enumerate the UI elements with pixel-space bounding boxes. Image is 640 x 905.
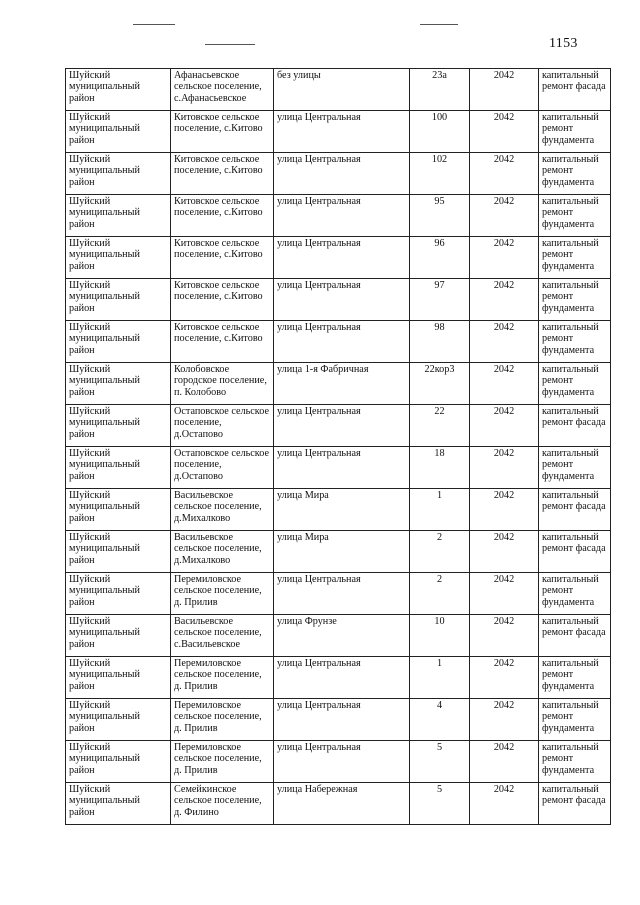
- street-cell: улица Центральная: [274, 699, 410, 741]
- street-cell: улица Фрунзе: [274, 615, 410, 657]
- work-type-cell: капитальный ремонт фасада: [539, 783, 611, 825]
- street-cell: улица Центральная: [274, 111, 410, 153]
- table-row: [66, 699, 611, 741]
- work-type-cell: капитальный ремонт фасада: [539, 405, 611, 447]
- year-cell: 2042: [470, 699, 539, 741]
- settlement-cell: Васильевское сельское поселение, д.Михалково: [171, 531, 274, 573]
- work-type-cell: капитальный ремонт фундамента: [539, 573, 611, 615]
- table-row: [66, 615, 611, 657]
- street-cell: улица Центральная: [274, 405, 410, 447]
- work-type-cell: капитальный ремонт фасада: [539, 489, 611, 531]
- district-cell: Шуйский муниципальный район: [66, 657, 171, 699]
- house-number-cell: 100: [410, 111, 470, 153]
- house-number-cell: 23а: [410, 69, 470, 111]
- work-type-cell: капитальный ремонт фундамента: [539, 237, 611, 279]
- year-cell: 2042: [470, 153, 539, 195]
- district-cell: Шуйский муниципальный район: [66, 615, 171, 657]
- street-cell: улица Центральная: [274, 657, 410, 699]
- street-cell: улица Центральная: [274, 573, 410, 615]
- year-cell: 2042: [470, 111, 539, 153]
- table-body: [66, 69, 611, 825]
- table-row: [66, 153, 611, 195]
- table-row: [66, 489, 611, 531]
- settlement-cell: Перемиловское сельское поселение, д. Прилив: [171, 657, 274, 699]
- district-cell: Шуйский муниципальный район: [66, 447, 171, 489]
- year-cell: 2042: [470, 783, 539, 825]
- house-number-cell: 97: [410, 279, 470, 321]
- settlement-cell: Афанасьевское сельское поселение, с.Афанасьевское: [171, 69, 274, 111]
- work-type-cell: капитальный ремонт фасада: [539, 615, 611, 657]
- table-row: [66, 69, 611, 111]
- street-cell: улица Центральная: [274, 447, 410, 489]
- house-number-cell: 18: [410, 447, 470, 489]
- settlement-cell: Остаповское сельское поселение, д.Остапово: [171, 447, 274, 489]
- house-number-cell: 5: [410, 783, 470, 825]
- district-cell: Шуйский муниципальный район: [66, 783, 171, 825]
- year-cell: 2042: [470, 405, 539, 447]
- work-type-cell: капитальный ремонт фундамента: [539, 447, 611, 489]
- work-type-cell: капитальный ремонт фасада: [539, 531, 611, 573]
- house-number-cell: 96: [410, 237, 470, 279]
- street-cell: улица Центральная: [274, 741, 410, 783]
- work-type-cell: капитальный ремонт фасада: [539, 69, 611, 111]
- work-type-cell: капитальный ремонт фундамента: [539, 657, 611, 699]
- house-number-cell: 4: [410, 699, 470, 741]
- year-cell: 2042: [470, 279, 539, 321]
- year-cell: 2042: [470, 237, 539, 279]
- house-number-cell: 22кор3: [410, 363, 470, 405]
- district-cell: Шуйский муниципальный район: [66, 111, 171, 153]
- table-row: [66, 111, 611, 153]
- settlement-cell: Васильевское сельское поселение, д.Михалково: [171, 489, 274, 531]
- settlement-cell: Остаповское сельское поселение, д.Остапово: [171, 405, 274, 447]
- year-cell: 2042: [470, 447, 539, 489]
- work-type-cell: капитальный ремонт фундамента: [539, 279, 611, 321]
- house-number-cell: 102: [410, 153, 470, 195]
- work-type-cell: капитальный ремонт фундамента: [539, 111, 611, 153]
- street-cell: улица Мира: [274, 531, 410, 573]
- settlement-cell: Семейкинское сельское поселение, д. Филино: [171, 783, 274, 825]
- year-cell: 2042: [470, 321, 539, 363]
- table-row: [66, 195, 611, 237]
- year-cell: 2042: [470, 531, 539, 573]
- settlement-cell: Перемиловское сельское поселение, д. Прилив: [171, 699, 274, 741]
- table-row: [66, 237, 611, 279]
- district-cell: Шуйский муниципальный район: [66, 741, 171, 783]
- house-number-cell: 10: [410, 615, 470, 657]
- work-type-cell: капитальный ремонт фундамента: [539, 321, 611, 363]
- table-row: [66, 573, 611, 615]
- district-cell: Шуйский муниципальный район: [66, 321, 171, 363]
- house-number-cell: 2: [410, 573, 470, 615]
- district-cell: Шуйский муниципальный район: [66, 573, 171, 615]
- work-type-cell: капитальный ремонт фундамента: [539, 699, 611, 741]
- district-cell: Шуйский муниципальный район: [66, 363, 171, 405]
- work-type-cell: капитальный ремонт фундамента: [539, 363, 611, 405]
- year-cell: 2042: [470, 195, 539, 237]
- year-cell: 2042: [470, 615, 539, 657]
- work-type-cell: капитальный ремонт фундамента: [539, 153, 611, 195]
- table-row: [66, 447, 611, 489]
- street-cell: улица Центральная: [274, 279, 410, 321]
- settlement-cell: Китовское сельское поселение, с.Китово: [171, 195, 274, 237]
- house-number-cell: 95: [410, 195, 470, 237]
- year-cell: 2042: [470, 573, 539, 615]
- table-row: [66, 405, 611, 447]
- house-number-cell: 22: [410, 405, 470, 447]
- house-number-cell: 5: [410, 741, 470, 783]
- table-row: [66, 783, 611, 825]
- street-cell: улица 1-я Фабричная: [274, 363, 410, 405]
- street-cell: улица Центральная: [274, 195, 410, 237]
- district-cell: Шуйский муниципальный район: [66, 195, 171, 237]
- work-type-cell: капитальный ремонт фундамента: [539, 195, 611, 237]
- work-type-cell: капитальный ремонт фундамента: [539, 741, 611, 783]
- street-cell: улица Центральная: [274, 321, 410, 363]
- year-cell: 2042: [470, 489, 539, 531]
- page-number: 1153: [549, 36, 578, 51]
- settlement-cell: Китовское сельское поселение, с.Китово: [171, 237, 274, 279]
- district-cell: Шуйский муниципальный район: [66, 153, 171, 195]
- house-number-cell: 1: [410, 489, 470, 531]
- scan-mark-top-left: [133, 24, 175, 25]
- street-cell: улица Мира: [274, 489, 410, 531]
- settlement-cell: Колобовское городское поселение, п. Колобово: [171, 363, 274, 405]
- district-cell: Шуйский муниципальный район: [66, 531, 171, 573]
- table-row: [66, 741, 611, 783]
- year-cell: 2042: [470, 657, 539, 699]
- year-cell: 2042: [470, 741, 539, 783]
- district-cell: Шуйский муниципальный район: [66, 69, 171, 111]
- settlement-cell: Китовское сельское поселение, с.Китово: [171, 279, 274, 321]
- settlement-cell: Китовское сельское поселение, с.Китово: [171, 153, 274, 195]
- table-row: [66, 363, 611, 405]
- district-cell: Шуйский муниципальный район: [66, 279, 171, 321]
- table-row: [66, 279, 611, 321]
- house-number-cell: 1: [410, 657, 470, 699]
- street-cell: улица Набережная: [274, 783, 410, 825]
- settlement-cell: Васильевское сельское поселение, с.Васильевское: [171, 615, 274, 657]
- scan-mark-second-left: [205, 44, 255, 45]
- street-cell: улица Центральная: [274, 153, 410, 195]
- house-number-cell: 98: [410, 321, 470, 363]
- street-cell: без улицы: [274, 69, 410, 111]
- settlement-cell: Китовское сельское поселение, с.Китово: [171, 321, 274, 363]
- district-cell: Шуйский муниципальный район: [66, 489, 171, 531]
- district-cell: Шуйский муниципальный район: [66, 405, 171, 447]
- table-row: [66, 657, 611, 699]
- table-row: [66, 531, 611, 573]
- settlement-cell: Перемиловское сельское поселение, д. Прилив: [171, 741, 274, 783]
- table-row: [66, 321, 611, 363]
- housing-repair-table: [65, 68, 611, 825]
- settlement-cell: Перемиловское сельское поселение, д. Прилив: [171, 573, 274, 615]
- street-cell: улица Центральная: [274, 237, 410, 279]
- district-cell: Шуйский муниципальный район: [66, 699, 171, 741]
- house-number-cell: 2: [410, 531, 470, 573]
- district-cell: Шуйский муниципальный район: [66, 237, 171, 279]
- year-cell: 2042: [470, 363, 539, 405]
- settlement-cell: Китовское сельское поселение, с.Китово: [171, 111, 274, 153]
- scan-mark-top-mid: [420, 24, 458, 25]
- year-cell: 2042: [470, 69, 539, 111]
